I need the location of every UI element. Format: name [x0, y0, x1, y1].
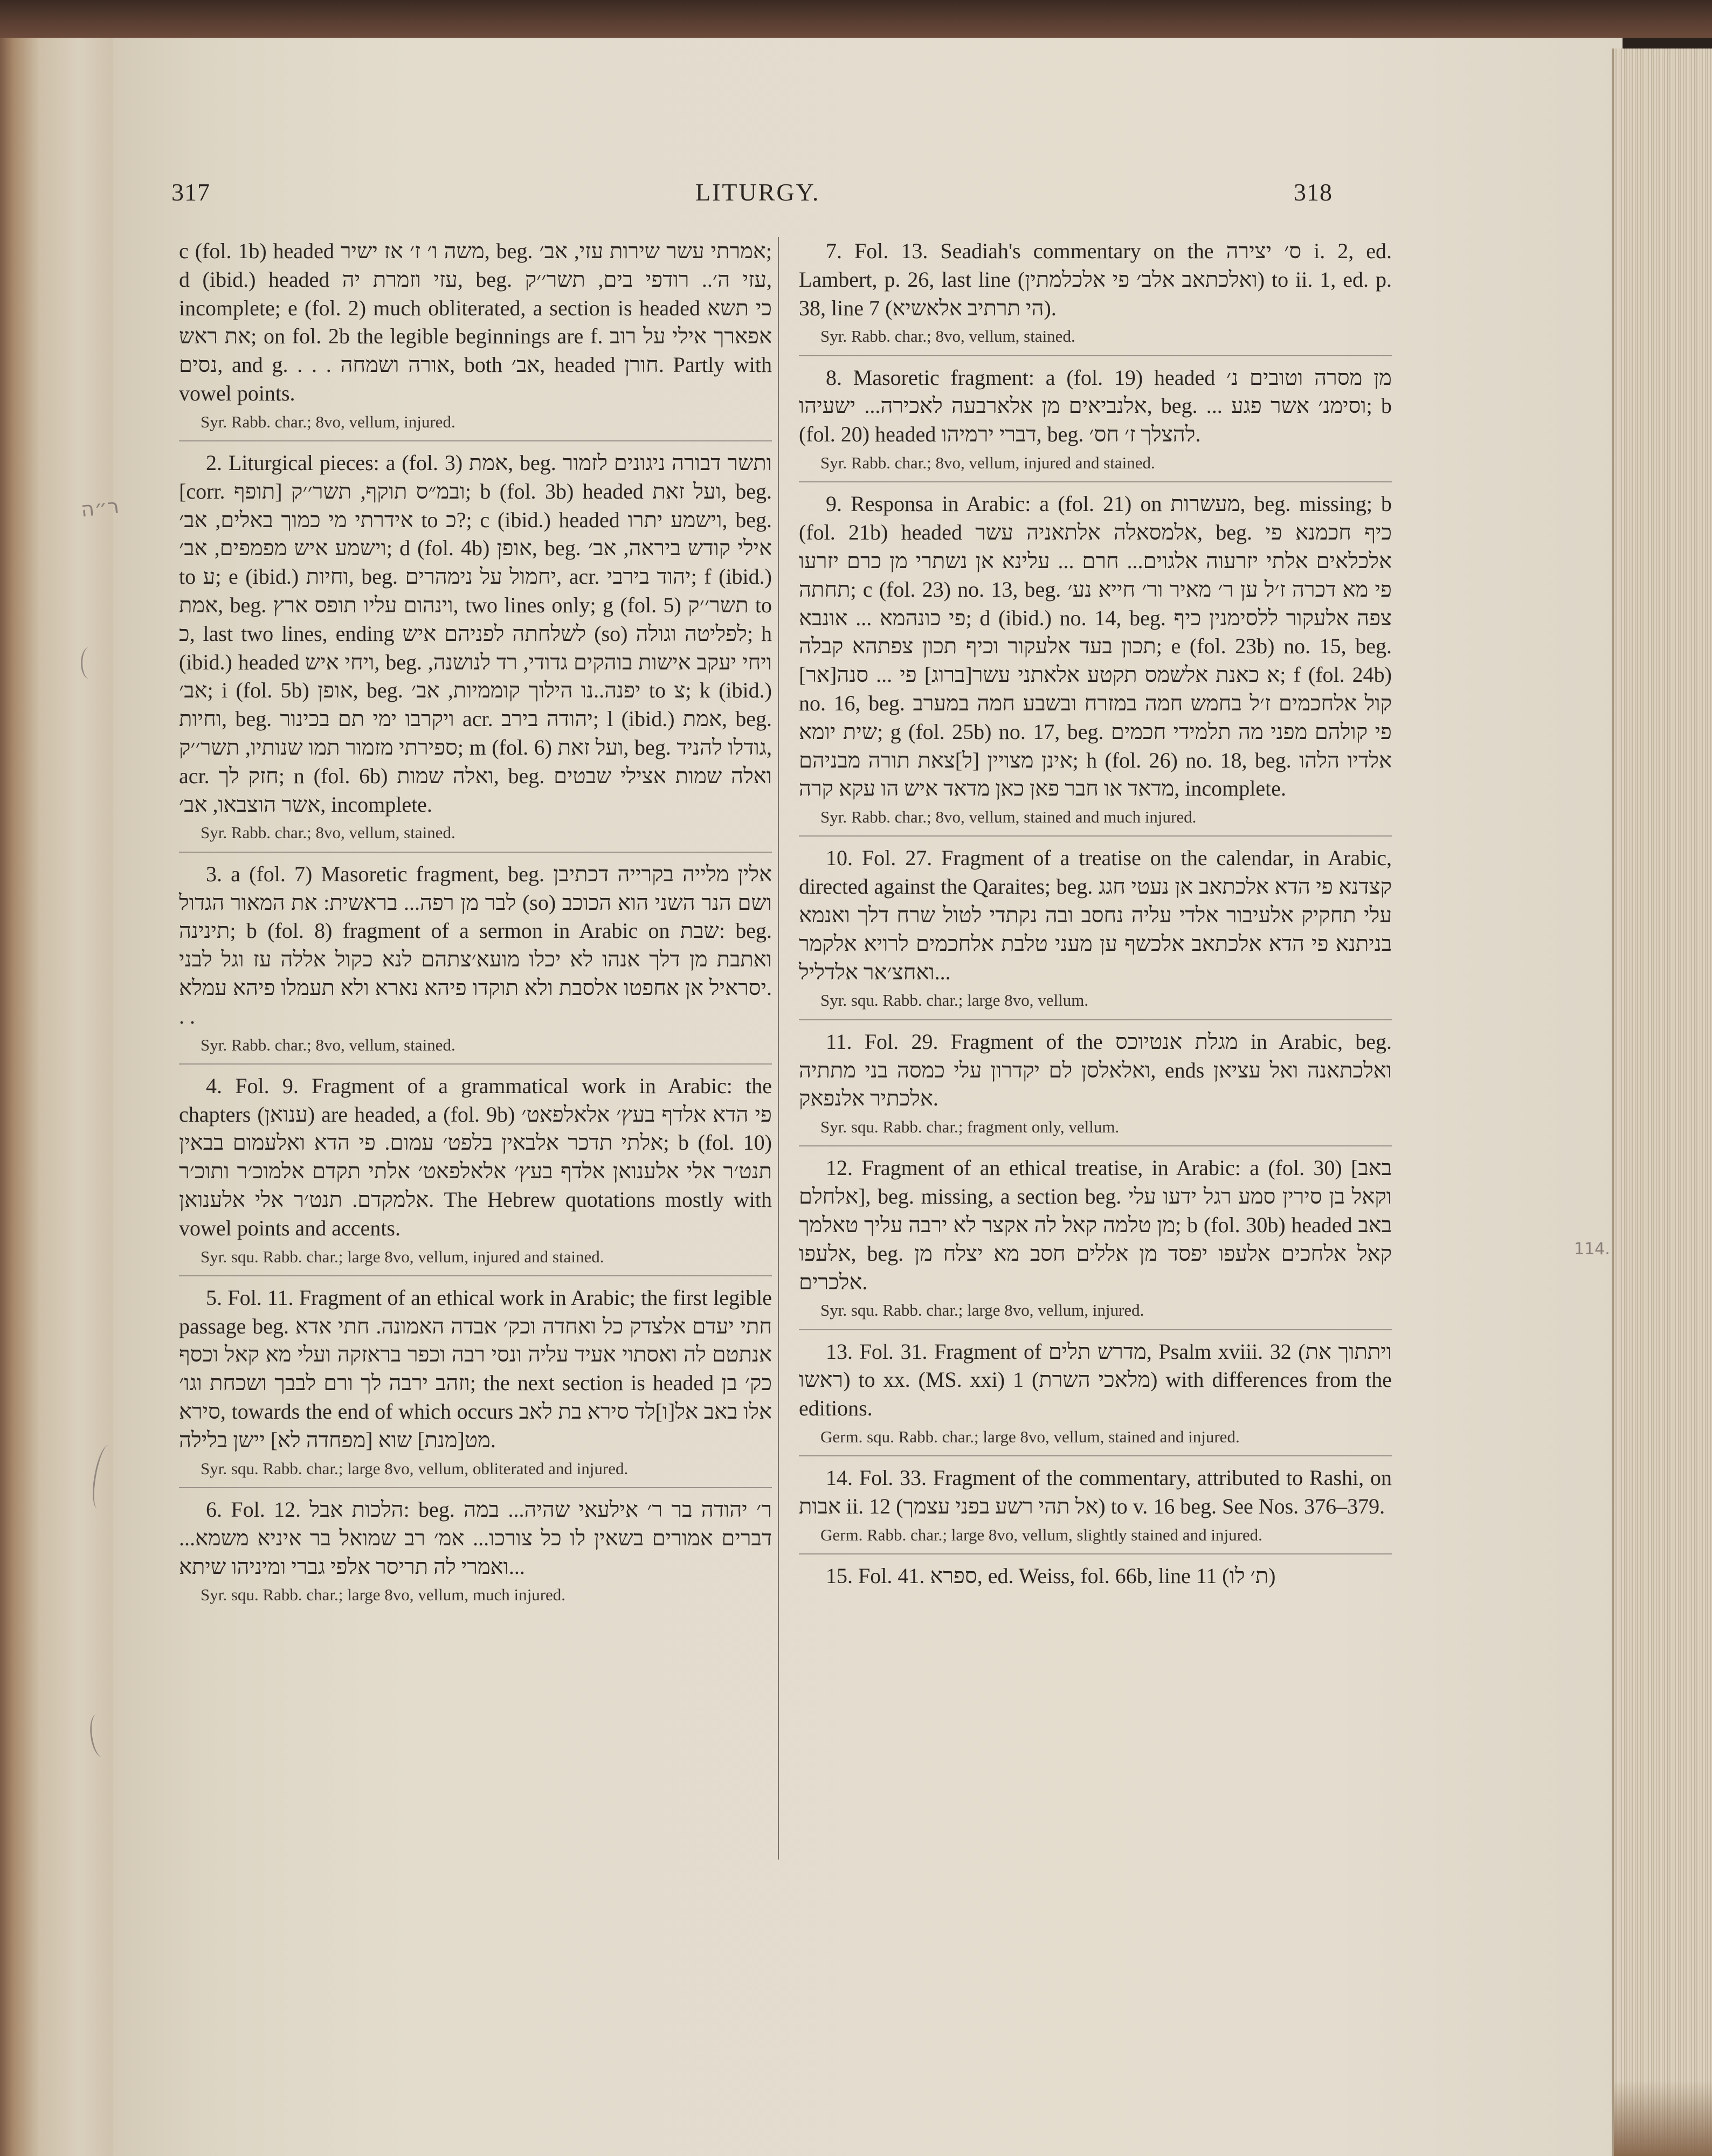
entry-text: 10. Fol. 27. Fragment of a treatise on the calendar, in Arabic, directed against the Qaraites; beg. קצדנא פי הדא אלכתאב אן נעטי חגג עלי תחקיק אלעיבור אלדי עליה נחסב ובה נקתדי לטול שרח דלך ואנמא בניתנא פי הדא אלכתאב אלכשף ען מעני טלבת אלחכמים לרויא אלקמר ואחצ׳אר אלדליל... — [799, 846, 1392, 984]
entry-divider — [799, 1145, 1392, 1146]
entry-text: 11. Fol. 29. Fragment of the מגלת אנטיוכס in Arabic, beg. ואלאלסן לם יקדרון עלי כמסה בני מתתיה, ends ואלכתאנה ואל עציאן אלכתיר אלנפאק. — [799, 1029, 1392, 1111]
catalogue-entry — [799, 1338, 1392, 1457]
entry-divider — [179, 852, 772, 853]
running-title: LITURGY. — [695, 178, 820, 206]
entry-text: 12. Fragment of an ethical treatise, in Arabic: a (fol. 30) [באב אלחלם], beg. missing, a section beg. וקאל בן סירין סמע רגל ידעו עלי מן טלמה קאל לה אקצר לא ירבה עליך טאלמך; b (fol. 30b) headed באב אלעפו, beg. קאל אלחכים אלעפו יפסד מן אללים חסב מא יצלח מן אלכרים. — [799, 1156, 1392, 1294]
entry-divider — [799, 481, 1392, 482]
catalogue-entry — [799, 364, 1392, 483]
entry-description: Syr. squ. Rabb. char.; large 8vo, vellum, much injured. — [201, 1585, 566, 1605]
entry-divider — [179, 1063, 772, 1065]
catalogue-entry — [179, 237, 772, 441]
entry-text: 15. Fol. 41. ספרא, ed. Weiss, fol. 66b, line 11 (ת׳ לו) — [826, 1564, 1276, 1588]
column-divider — [778, 237, 779, 1860]
entry-description: Syr. squ. Rabb. char.; large 8vo, vellum, injured and stained. — [201, 1247, 604, 1266]
catalogue-entry — [179, 1496, 772, 1606]
entry-text: 3. a (fol. 7) Masoretic fragment, beg. אלין מלייה בקרייה דכתיבן לבר מן רפה... בראשית: את המאור הגדול (so) ושם הנר השני הוא הכוכב תינינה; b (fol. 8) fragment of a sermon in Arabic on שבת: beg. ואתבת מן דלך אנהו לא יכלו מועא׳צתהם לנא כקול אללה עז וגל לבני יסראיל אן אחפטו אלסבת ולא תוקדו פיהא נארא ולא תעמלו פיהא עמלא. . . — [179, 861, 772, 1028]
pencil-mark — [81, 647, 99, 679]
entry-divider — [179, 440, 772, 441]
entry-divider — [799, 1019, 1392, 1020]
entry-description: Germ. Rabb. char.; large 8vo, vellum, slightly stained and injured. — [820, 1525, 1262, 1544]
page-block-edges — [1612, 49, 1712, 2156]
entry-text: 2. Liturgical pieces: a (fol. 3) אמת, beg. ותשר דבורה ניגונים לזמור [corr. תופף] ובמ״ס תוקף, תשר׳׳ק; b (fol. 3b) headed ועל זאת, beg. אידרתי מי כמוך באלים, אב׳ to כ?; c (ibid.) headed וישמע יתרו, beg. וישמע איש מפמפים, אב׳; d (fol. 4b) אופן, beg. אילי קודש ביראה, אב׳ to ע; e (ibid.) וחיות, beg. יחמול על נימהרים, acr. יהוד בירבי; f (ibid.) אמת, beg. וינהום עליו תופס ארץ, two lines only; g (fol. 5) תשר׳׳ק to כ, last two lines, ending לשלחתה לפניהם איש (so) לפליטה וגולה; h (ibid.) headed ויחי איש, beg. ויחי יעקב אישות בוהקים גדודי, רד לנושנה, אב׳; i (fol. 5b) אופן, beg. יפנה..נו הילוך קוממיות, אב׳ to צ; k (ibid.) וחיות, beg. ויקרבו ימי תם בכינור acr. יהודה בירב; l (ibid.) אמת, beg. ספירתי מזמור תמו שנותיו, תשר׳׳ק; m (fol. 6) ועל זאת, beg. גודלו להניד, acr. חזק לך; n (fol. 6b) ואלה שמות, beg. ואלה שמות אצילי שבטים אשר הוצבאו, אב׳, incomplete. — [179, 451, 772, 817]
entry-description: Syr. Rabb. char.; 8vo, vellum, stained. — [201, 823, 455, 842]
catalogue-entry — [799, 490, 1392, 837]
entry-description: Syr. Rabb. char.; 8vo, vellum, stained. — [820, 327, 1075, 346]
margin-note-right: 114. — [1574, 1240, 1610, 1259]
entry-description: Germ. squ. Rabb. char.; large 8vo, vellum, stained and injured. — [820, 1427, 1240, 1447]
entry-divider — [799, 1553, 1392, 1554]
entry-text: 9. Responsa in Arabic: a (fol. 21) on מעשרות, beg. missing; b (fol. 21b) headed אלמסאלה אלתאניה עשר, beg. כיף חכמנא פי אלכלאים אלתי יזרעוה אלגוים... חרם ... עלינא אן נשתרי מן כרם יזרעו תחתה; c (fol. 23) no. 13, beg. פי מא דכרה ז׳ל ען ר׳ מאיר ור׳ חייא נע׳ פי כונהמא ... אונבא; d (ibid.) no. 14, beg. צפה אלעקור ללסימנין כיף תכון בעד אלעקור וכיף תכון צפתהא קבלה; e (fol. 23b) no. 15, beg. [אר]א כאנת אלשמס תקטע אלאתני עשר[ברוג] פי ... סנה; f (fol. 24b) no. 16, beg. קול אלחכמים ז׳ל בחמש חמה במזרח ובשבע חמה במערב שית יומא; g (fol. 25b) no. 17, beg. פי קולהם מפני מה תלמידי חכמים אינן מצויין [ל]צאת תורה מבניהם; h (fol. 26) no. 18, beg. אלדיו הלהו מדאד או חבר פאן כאן מדאד איש הו עקא קרה, incomplete. — [799, 492, 1392, 801]
entry-description: Syr. squ. Rabb. char.; large 8vo, vellum, obliterated and injured. — [201, 1459, 629, 1478]
catalogue-entry — [799, 237, 1392, 356]
entry-description: Syr. Rabb. char.; 8vo, vellum, stained and much injured. — [820, 807, 1197, 827]
entry-divider — [799, 1455, 1392, 1456]
catalogue-entry — [179, 449, 772, 853]
entry-divider — [799, 835, 1392, 837]
entry-text: 8. Masoretic fragment: a (fol. 19) headed מן מסרה וטובים נ׳ אלנביאים מן אלארבעה לאכירה... ישעיהו, beg. ... וסימנ׳ אשר פגע; b (fol. 20) headed דברי ירמיהו, beg. להצלך ז׳ חס׳. — [799, 365, 1392, 447]
entry-text: 5. Fol. 11. Fragment of an ethical work in Arabic; the first legible passage beg. חתי יעדם אלצדק כל ואחדה וכק׳ אבדה האמונה. חתי אדא אנתטם לה ואסתוי אעיד עליה ונסי רבה וכפר בראזקה ועלי מא קאל וכסף וזהב ירבה לך ורם לבבך ושכחת וגו׳; the next section is headed כק׳ בן סירא, towards the end of which occurs אלו באב אל[ו]לד סירא בת לאב מט[מנת] שוא [מפחדה לא] יישן בלילה. — [179, 1285, 772, 1452]
margin-note-left: ר״ה — [79, 494, 120, 522]
entry-description: Syr. squ. Rabb. char.; large 8vo, vellum, injured. — [820, 1301, 1144, 1320]
entry-description: Syr. squ. Rabb. char.; fragment only, vellum. — [820, 1117, 1120, 1137]
catalogue-entry — [179, 1284, 772, 1488]
catalogue-entry — [799, 1464, 1392, 1554]
right-column — [799, 237, 1392, 1597]
catalogue-entry — [799, 1562, 1392, 1591]
entry-text: 4. Fol. 9. Fragment of a grammatical work in Arabic: the chapters (ענואן) are headed, a (fol. 9b) פי הדא אלדף בעץ׳ אלאלפאט׳ אלתי תדכר אלבאין בלפט׳ עמום. פי הדא ואלעמום בבאין; b (fol. 10) תנט׳ר אלי אלענואן אלדף בעץ׳ אלאלפאט׳ אלתי תקדם אלמוכ׳ר ותוכ׳ר אלמקדם. תנט׳ר אלי אלענואן. The Hebrew quotations mostly with vowel points and accents. — [179, 1073, 772, 1240]
catalogue-entry — [179, 1072, 772, 1276]
left-column — [179, 237, 772, 1614]
page-number-right: 318 — [1294, 178, 1333, 206]
entry-text: c (fol. 1b) headed משה ו׳ ז׳ אז ישיר, beg. אמרתי עשר שירות עזי, אב׳; d (ibid.) headed עזי וזמרת יה, beg. עזי ה׳.. רודפי בים, תשר׳׳ק, incomplete; e (fol. 2) much obliterated, a section is headed כי תשא את ראש; on fol. 2b the legible beginnings are f. אפארך אילי על רוב נסים, and g. . . . אורה ושמחה, both אב׳, headed חורן. Partly with vowel points. — [179, 239, 772, 405]
catalogue-entry — [799, 1028, 1392, 1147]
entry-divider — [179, 1275, 772, 1276]
entry-divider — [799, 355, 1392, 356]
entry-text: 6. Fol. 12. הלכות אבל: beg. ר׳ יהודה בר ר׳ אילעאי שהיה... במה דברים אמורים בשאין לו כל צורכו... אמ׳ רב שמואל בר איניא משמא... ואמרי לה תריסר אלפי גברי ומיניהו שיתא... — [179, 1497, 772, 1579]
entry-description: Syr. squ. Rabb. char.; large 8vo, vellum. — [820, 991, 1089, 1010]
entry-description: Syr. Rabb. char.; 8vo, vellum, stained. — [201, 1035, 455, 1054]
catalogue-entry — [799, 844, 1392, 1020]
entry-text: 7. Fol. 13. Seadiah's commentary on the ס׳ יצירה i. 2, ed. Lambert, p. 26, last line (ואלכתאב אלב׳ פי אלכלמתין) to ii. 1, ed. p. 38, line 7 (הי תרתיב אלאשיא). — [799, 239, 1392, 320]
entry-divider — [179, 1487, 772, 1488]
catalogue-entry — [179, 860, 772, 1065]
entry-text: 14. Fol. 33. Fragment of the commentary, attributed to Rashi, on אבות ii. 12 (אל תהי רשע בפני עצמך) to v. 16 beg. See Nos. 376–379. — [799, 1466, 1392, 1519]
catalogue-entry — [799, 1154, 1392, 1330]
book-cover-top — [0, 0, 1712, 38]
entry-description: Syr. Rabb. char.; 8vo, vellum, injured and stained. — [820, 453, 1155, 473]
entry-text: 13. Fol. 31. Fragment of מדרש תלים, Psalm xviii. 32 (ויתתוך את ראשו) to xx. (MS. xxi) 1 (מלאכי השרת) with differences from the editions. — [799, 1339, 1392, 1421]
page-number-left: 317 — [171, 178, 210, 206]
left-page-edge — [0, 38, 113, 2156]
entry-description: Syr. Rabb. char.; 8vo, vellum, injured. — [201, 412, 455, 431]
entry-divider — [799, 1329, 1392, 1330]
